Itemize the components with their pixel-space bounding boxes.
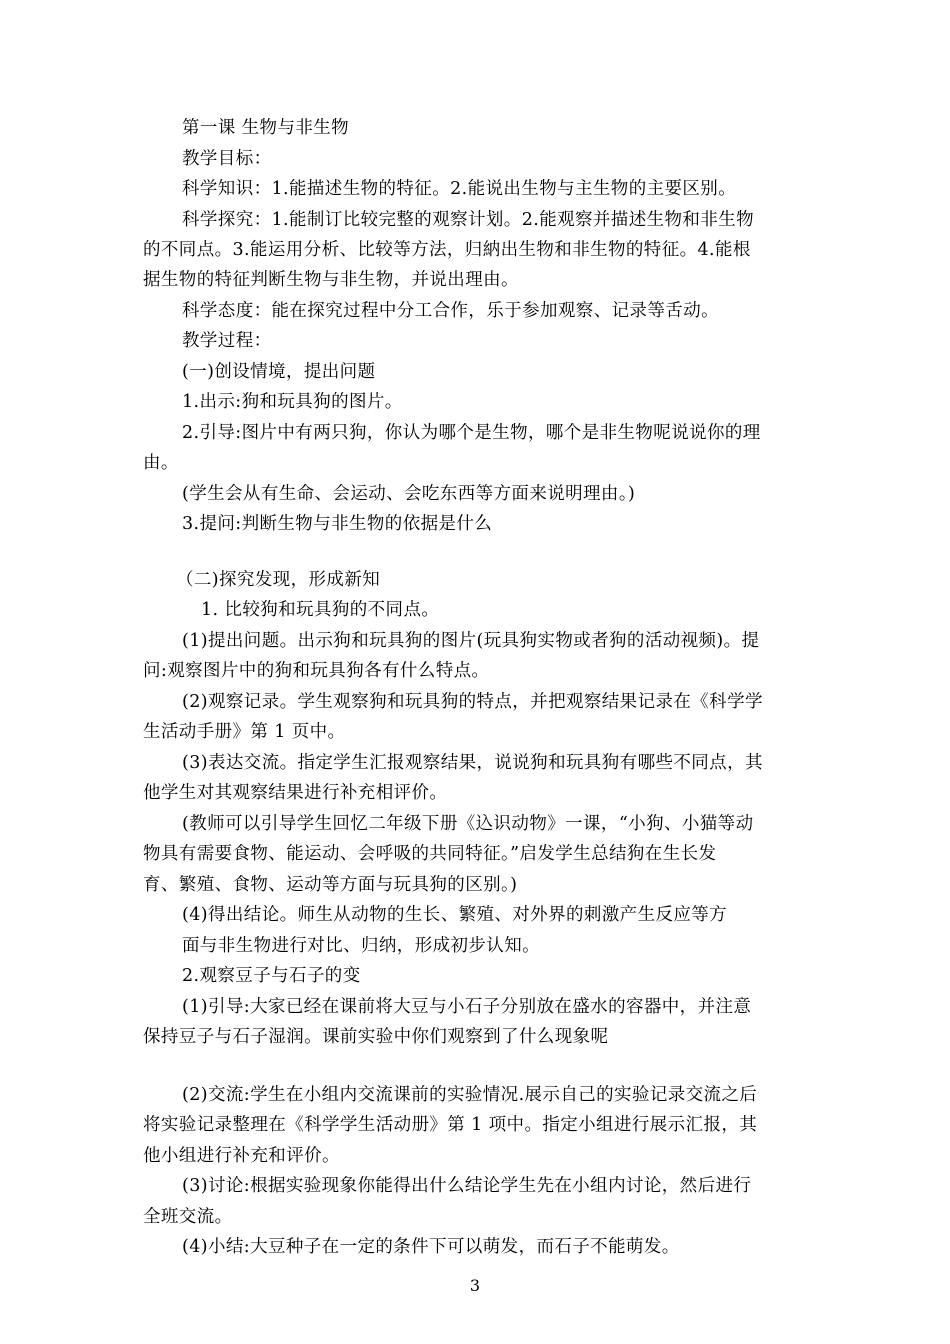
paragraph-line: 2.引导:图片中有两只狗，你认为哪个是生物，哪个是非生物呢说说你的理 — [182, 423, 761, 443]
paragraph-line: (2)观察记录。学生观察狗和玩具狗的特点，并把观察结果记录在《科学学 — [182, 692, 763, 712]
paragraph-line: 据生物的特征判断生物与非生物，并说出理由。 — [143, 270, 519, 290]
paragraph-line: 1. 比较狗和玩具狗的不同点。 — [201, 600, 440, 620]
paragraph-line: 教学过程： — [182, 331, 272, 351]
paragraph-line: 他学生对其观察结果进行补充相评价。 — [143, 783, 448, 803]
paragraph-line: 保持豆子与石子湿润。课前实验中你们观察到了什么现象呢 — [143, 1027, 609, 1047]
paragraph-line: (4)小结:大豆种子在一定的条件下可以萌发，而石子不能萌发。 — [182, 1237, 680, 1257]
paragraph-line: 他小组进行补充和评价。 — [143, 1146, 340, 1166]
paragraph-line: (1)提出问题。出示狗和玩具狗的图片(玩具狗实物或者狗的活动视频)。提 — [182, 631, 760, 651]
paragraph-line: 物具有需要食物、能运动、会呼吸的共同特征。”启发学生总结狗在生长发 — [143, 844, 717, 864]
paragraph-line: (4)得出结论。师生从动物的生长、繁殖、对外界的刺激产生反应等方 — [182, 905, 728, 925]
paragraph-line: 由。 — [143, 453, 179, 473]
paragraph-line: (2)交流:学生在小组内交流课前的实验情况.展示自己的实验记录交流之后 — [182, 1085, 758, 1105]
section-heading: （二)探究发现，形成新知 — [176, 570, 381, 590]
lesson-title: 第一课 生物与非生物 — [182, 118, 350, 138]
paragraph-line: (3)讨论:根据实验现象你能得出什么结论学生先在小组内讨论，然后进行 — [182, 1176, 752, 1196]
paragraph-line: 科学态度：能在探究过程中分工合作，乐于参加观察、记录等舌动。 — [182, 301, 719, 321]
paragraph-line: 科学知识：1.能描述生物的特征。2.能说出生物与主生物的主要区别。 — [182, 179, 737, 199]
paragraph-line: 问:观察图片中的狗和玩具狗各有什么特点。 — [143, 661, 490, 681]
paragraph-line: (教师可以引导学生回忆二年级下册《込识动物》一课，“小狗、小猫等动 — [182, 814, 754, 834]
page-number: 3 — [469, 1276, 481, 1295]
paragraph-line: 科学探究：1.能制订比较完整的观察计划。2.能观察并描述生物和非生物 — [182, 210, 754, 230]
paragraph-line: (学生会从有生命、会运动、会吃东西等方面来说明理由。) — [182, 484, 636, 504]
paragraph-line: (1)引导:大家已经在课前将大豆与小石子分别放在盛水的容器中，并注意 — [182, 997, 752, 1017]
paragraph-line: 面与非生物进行对比、归纳，形成初步认知。 — [182, 936, 540, 956]
section-heading: (一)创设情境，提出问题 — [182, 362, 376, 382]
paragraph-line: 教学目标： — [182, 149, 272, 169]
paragraph-line: 2.观察豆子与石子的变 — [182, 966, 361, 986]
paragraph-line: 的不同点。3.能运用分析、比较等方法，归納出生物和非生物的特征。4.能根 — [143, 240, 751, 260]
paragraph-line: 将实验记录整理在《科学学生活动册》第 1 项中。指定小组进行展示汇报，其 — [143, 1115, 758, 1135]
paragraph-line: 全班交流。 — [143, 1207, 233, 1227]
paragraph-line: 育、繁殖、食物、运动等方面与玩具狗的区别。) — [143, 875, 518, 895]
paragraph-line: (3)表达交流。指定学生汇报观察结果，说说狗和玩具狗有哪些不同点，其 — [182, 753, 763, 773]
paragraph-line: 生活动手册》第 1 页中。 — [143, 722, 346, 742]
paragraph-line: 1.出示:狗和玩具狗的图片。 — [182, 392, 403, 412]
paragraph-line: 3.提问:判断生物与非生物的依据是什么 — [182, 514, 493, 534]
